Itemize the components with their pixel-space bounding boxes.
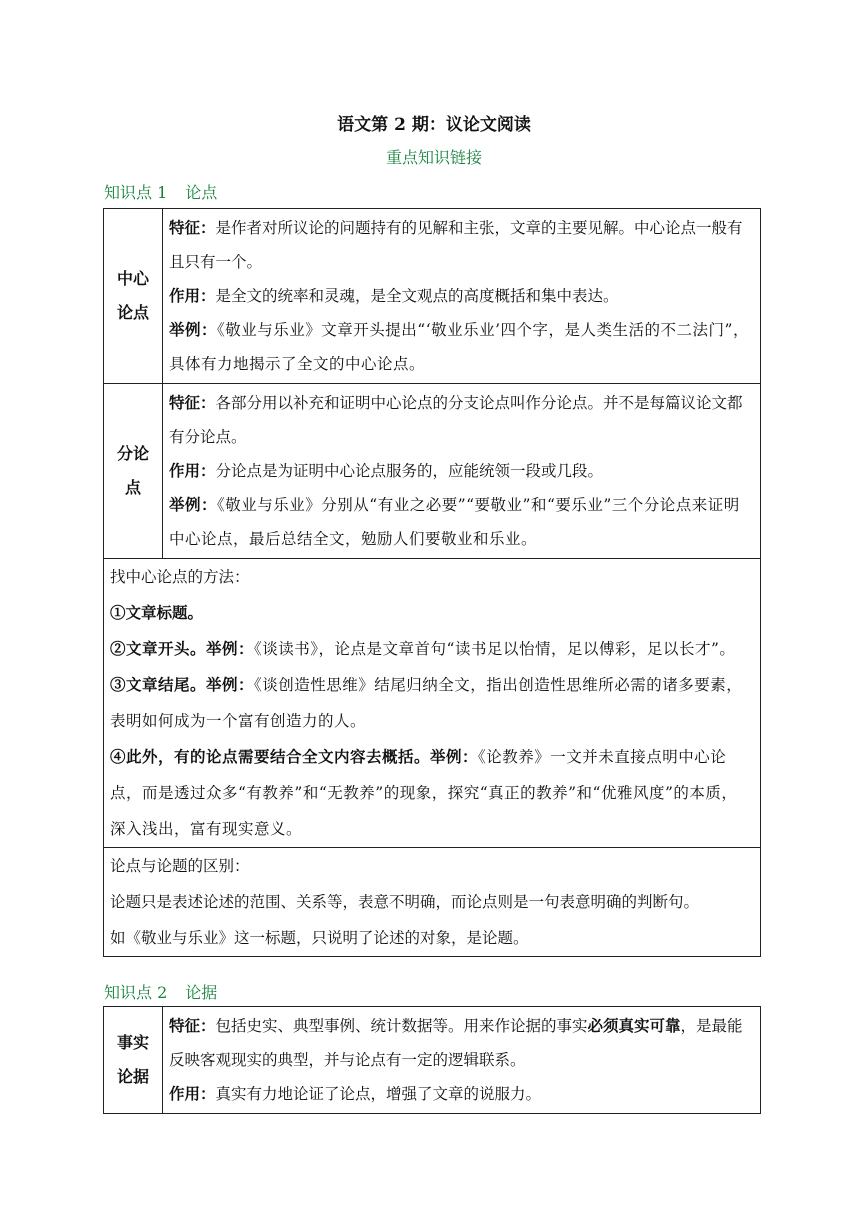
function-line	[169, 279, 752, 313]
feature-text: ，是最能反映客观现实的典型，并与论点有一定的逻辑联系。	[169, 1017, 743, 1069]
method-bold: ②文章开头。举例：	[110, 639, 255, 658]
difference-heading: 论点与论题的区别：	[110, 857, 250, 875]
difference-text: 论题只是表述论述的范围、关系等，表意不明确，而论点则是一句表意明确的判断句。	[110, 893, 700, 911]
section-name: 论据	[185, 983, 218, 1002]
function-label: 作用：	[169, 1084, 216, 1103]
function-text: 分论点是为证明中心论点服务的，应能统领一段或几段。	[215, 462, 604, 480]
row-label-line: 事实	[116, 1033, 149, 1052]
feature-line	[169, 1009, 752, 1077]
table-row	[104, 209, 761, 384]
row-content-cell	[163, 209, 761, 384]
row-label-line: 分论	[116, 444, 149, 463]
function-line	[169, 1077, 752, 1111]
feature-text: 是作者对所议论的问题持有的见解和主张，文章的主要见解。中心论点一般有且只有一个。	[169, 219, 743, 271]
feature-label: 特征：	[169, 1016, 216, 1035]
example-label: 举例：	[169, 320, 218, 339]
method-item	[110, 631, 752, 667]
row-label-line: 论点	[116, 303, 149, 322]
page-title: 语文第 2 期：议论文阅读	[337, 115, 531, 135]
section-heading-1	[104, 180, 217, 203]
table-row	[104, 384, 761, 559]
method-item	[110, 739, 752, 847]
method-bold: ①文章标题。	[110, 603, 204, 622]
method-text: 《论教养》一文并未直接点明中心论点，而是透过众多“有教养”和“无教养”的现象，探究“真正的教养”和“优雅风度”的本质，深入浅出，富有现实意义。	[110, 748, 738, 838]
table-row	[104, 559, 761, 848]
row-content-cell	[163, 384, 761, 559]
knowledge-table-1	[103, 208, 761, 957]
row-label-cell	[104, 1007, 163, 1114]
method-bold: ④此外，有的论点需要结合全文内容去概括。举例：	[110, 747, 479, 766]
function-text: 真实有力地论证了论点，增强了文章的说服力。	[215, 1085, 542, 1103]
example-line	[169, 313, 752, 381]
row-label-cell	[104, 209, 163, 384]
method-item	[110, 667, 752, 739]
function-text: 是全文的统率和灵魂，是全文观点的高度概括和集中表达。	[215, 287, 619, 305]
function-line	[169, 454, 752, 488]
page-subtitle: 重点知识链接	[385, 148, 482, 167]
feature-label: 特征：	[169, 218, 216, 237]
section-number: 知识点 1	[104, 183, 168, 202]
feature-line	[169, 211, 752, 279]
section-name: 论点	[185, 183, 218, 202]
feature-line	[169, 386, 752, 454]
example-text: 《敬业与乐业》分别从“有业之必要”“要敬业”和“要乐业”三个分论点来证明中心论点，最后总结全文，勉励人们要敬业和乐业。	[169, 496, 740, 548]
table-row	[104, 1007, 761, 1114]
row-content-cell	[163, 1007, 761, 1114]
method-text: 《谈创造性思维》结尾归纳全文，指出创造性思维所必需的诸多要素，表明如何成为一个富有创造力的人。	[110, 676, 743, 730]
difference-cell	[104, 848, 761, 957]
section-number: 知识点 2	[104, 983, 168, 1002]
methods-heading: 找中心论点的方法：	[110, 568, 250, 586]
example-text: 《敬业与乐业》文章开头提出“‘敬业乐业’四个字，是人类生活的不二法门”，具体有力地揭示了全文的中心论点。	[169, 321, 749, 373]
knowledge-table-2	[103, 1006, 761, 1114]
feature-emphasis: 必须真实可靠	[587, 1016, 681, 1035]
methods-cell	[104, 559, 761, 848]
method-bold: ③文章结尾。举例：	[110, 675, 255, 694]
example-label: 举例：	[169, 495, 218, 514]
difference-text: 如《敬业与乐业》这一标题，只说明了论述的对象，是论题。	[110, 929, 529, 947]
section-heading-2	[104, 980, 217, 1003]
function-label: 作用：	[169, 461, 216, 480]
feature-text: 包括史实、典型事例、统计数据等。用来作论据的事实	[215, 1017, 588, 1035]
example-line	[169, 488, 752, 556]
row-label-line: 中心	[116, 269, 149, 288]
method-text: 《谈读书》，论点是文章首句“读书足以怡情，足以傅彩，足以长才”。	[254, 640, 736, 658]
method-item	[110, 595, 752, 631]
table-row	[104, 848, 761, 957]
function-label: 作用：	[169, 286, 216, 305]
feature-label: 特征：	[169, 393, 216, 412]
feature-text: 各部分用以补充和证明中心论点的分支论点叫作分论点。并不是每篇议论文都有分论点。	[169, 394, 743, 446]
row-label-line: 点	[124, 478, 141, 497]
row-label-cell	[104, 384, 163, 559]
row-label-line: 论据	[116, 1067, 149, 1086]
